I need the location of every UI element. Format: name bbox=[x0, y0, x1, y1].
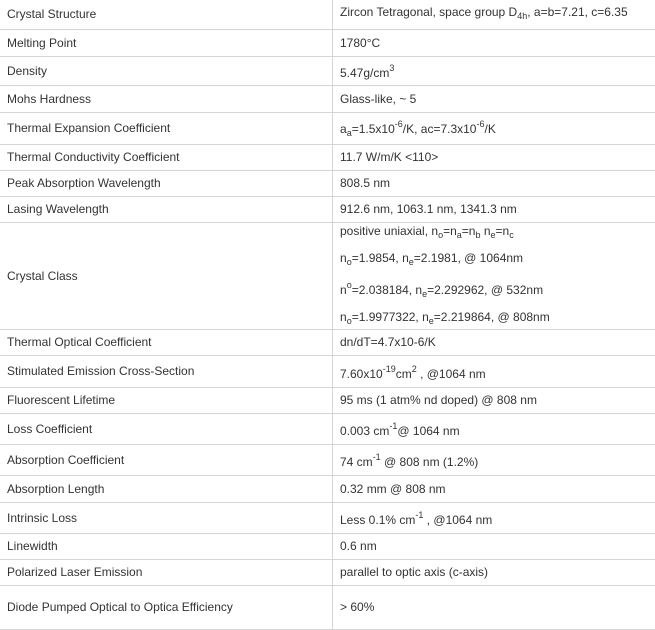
value-text: =n bbox=[462, 224, 476, 238]
value-text: 7.60x10 bbox=[340, 367, 383, 381]
value-subscript: e bbox=[429, 316, 434, 326]
value-text: =2.292962, @ 532nm bbox=[427, 283, 543, 297]
property-value bbox=[333, 533, 655, 559]
value-text: =1.9977322, n bbox=[352, 310, 429, 324]
property-name: Thermal Conductivity Coefficient bbox=[0, 144, 333, 170]
property-value bbox=[333, 329, 655, 355]
table-row bbox=[0, 475, 655, 502]
property-value bbox=[333, 585, 655, 629]
value-text: dn/dT=4.7x10-6/K bbox=[340, 335, 436, 349]
value-text: =n bbox=[443, 224, 457, 238]
value-text: > 60% bbox=[340, 600, 374, 614]
property-value bbox=[333, 0, 655, 29]
property-name: Absorption Coefficient bbox=[0, 444, 333, 475]
value-subscript: e bbox=[491, 230, 496, 240]
value-text: 808.5 nm bbox=[340, 176, 390, 190]
value-subscript: e bbox=[422, 289, 427, 299]
value-text: 74 cm bbox=[340, 455, 373, 469]
value-text: Less 0.1% cm bbox=[340, 513, 415, 527]
value-superscript: -1 bbox=[389, 421, 397, 431]
value-subscript: c bbox=[509, 230, 514, 240]
table-row bbox=[0, 56, 655, 85]
value-superscript: 3 bbox=[389, 63, 394, 73]
table-row bbox=[0, 502, 655, 533]
property-value bbox=[333, 29, 655, 56]
table-row bbox=[0, 533, 655, 559]
value-superscript: o bbox=[347, 280, 352, 290]
value-subscript: a bbox=[457, 230, 462, 240]
property-value bbox=[333, 444, 655, 475]
value-subscript: 4h bbox=[517, 11, 527, 21]
property-value bbox=[333, 387, 655, 413]
value-text: 11.7 W/m/K <110> bbox=[340, 150, 438, 164]
table-row bbox=[0, 112, 655, 144]
property-value bbox=[333, 559, 655, 585]
value-text: a bbox=[340, 122, 347, 136]
crystal-class-line bbox=[340, 277, 655, 302]
value-text: =1.5x10 bbox=[352, 122, 395, 136]
property-name: Peak Absorption Wavelength bbox=[0, 170, 333, 196]
value-text: @ 1064 nm bbox=[397, 424, 459, 438]
value-text: =n bbox=[496, 224, 510, 238]
property-name: Thermal Expansion Coefficient bbox=[0, 112, 333, 144]
value-text: /K bbox=[485, 122, 496, 136]
value-superscript: -6 bbox=[476, 119, 484, 129]
value-text: =2.1981, @ 1064nm bbox=[414, 251, 523, 265]
table-row bbox=[0, 559, 655, 585]
value-text: n bbox=[340, 310, 347, 324]
property-name: Crystal Class bbox=[0, 222, 333, 329]
property-value bbox=[333, 413, 655, 444]
value-text: =2.219864, @ 808nm bbox=[434, 310, 550, 324]
property-name: Mohs Hardness bbox=[0, 85, 333, 112]
value-text: , @1064 nm bbox=[417, 367, 486, 381]
value-text: 5.47g/cm bbox=[340, 66, 389, 80]
value-superscript: -1 bbox=[373, 452, 381, 462]
table-row bbox=[0, 444, 655, 475]
value-text: 0.6 nm bbox=[340, 539, 377, 553]
property-name: Polarized Laser Emission bbox=[0, 559, 333, 585]
value-text: n bbox=[480, 224, 490, 238]
property-name: Crystal Structure bbox=[0, 0, 333, 29]
crystal-class-line bbox=[340, 309, 655, 329]
table-row bbox=[0, 222, 655, 329]
property-name: Fluorescent Lifetime bbox=[0, 387, 333, 413]
property-name: Stimulated Emission Cross-Section bbox=[0, 355, 333, 387]
property-name: Melting Point bbox=[0, 29, 333, 56]
table-row bbox=[0, 85, 655, 112]
crystal-class-line bbox=[340, 223, 655, 243]
property-value bbox=[333, 144, 655, 170]
value-subscript: o bbox=[347, 257, 352, 267]
property-name: Thermal Optical Coefficient bbox=[0, 329, 333, 355]
value-subscript: o bbox=[438, 230, 443, 240]
property-name: Intrinsic Loss bbox=[0, 502, 333, 533]
value-subscript: e bbox=[409, 257, 414, 267]
value-superscript: -19 bbox=[383, 364, 396, 374]
value-text: , a=b=7.21, c=6.35 bbox=[527, 5, 627, 19]
property-value bbox=[333, 56, 655, 85]
property-value bbox=[333, 196, 655, 222]
value-subscript: b bbox=[475, 230, 480, 240]
property-value bbox=[333, 222, 655, 329]
value-text: @ 808 nm (1.2%) bbox=[381, 455, 479, 469]
value-superscript: -6 bbox=[395, 119, 403, 129]
value-text: 0.003 cm bbox=[340, 424, 389, 438]
property-name: Linewidth bbox=[0, 533, 333, 559]
value-superscript: 2 bbox=[412, 364, 417, 374]
property-name: Absorption Length bbox=[0, 475, 333, 502]
value-text: =2.038184, n bbox=[352, 283, 422, 297]
table-row bbox=[0, 29, 655, 56]
value-text: cm bbox=[396, 367, 412, 381]
value-text: 1780°C bbox=[340, 36, 380, 50]
property-name: Density bbox=[0, 56, 333, 85]
property-name: Loss Coefficient bbox=[0, 413, 333, 444]
crystal-class-line bbox=[340, 250, 655, 270]
property-value bbox=[333, 355, 655, 387]
property-value bbox=[333, 112, 655, 144]
table-row bbox=[0, 144, 655, 170]
value-text: =1.9854, n bbox=[352, 251, 409, 265]
value-text: Glass-like, ~ 5 bbox=[340, 92, 416, 106]
table-row bbox=[0, 170, 655, 196]
table-row bbox=[0, 585, 655, 629]
value-text: /K, ac=7.3x10 bbox=[403, 122, 477, 136]
value-superscript: -1 bbox=[415, 510, 423, 520]
table-row bbox=[0, 355, 655, 387]
table-row bbox=[0, 0, 655, 29]
value-text: Zircon Tetragonal, space group D bbox=[340, 5, 517, 19]
table-row bbox=[0, 387, 655, 413]
table-row bbox=[0, 196, 655, 222]
value-subscript: a bbox=[347, 128, 352, 138]
value-text: 0.32 mm @ 808 nm bbox=[340, 482, 446, 496]
value-text: 912.6 nm, 1063.1 nm, 1341.3 nm bbox=[340, 202, 517, 216]
value-text: positive uniaxial, n bbox=[340, 224, 438, 238]
value-text: n bbox=[340, 283, 347, 297]
property-value bbox=[333, 502, 655, 533]
value-text: n bbox=[340, 251, 347, 265]
value-text: , @1064 nm bbox=[423, 513, 492, 527]
value-text: 95 ms (1 atm% nd doped) @ 808 nm bbox=[340, 393, 537, 407]
table-row bbox=[0, 413, 655, 444]
property-value bbox=[333, 475, 655, 502]
property-name: Diode Pumped Optical to Optica Efficiency bbox=[0, 585, 333, 629]
property-name: Lasing Wavelength bbox=[0, 196, 333, 222]
value-subscript: o bbox=[347, 316, 352, 326]
property-value bbox=[333, 85, 655, 112]
property-value bbox=[333, 170, 655, 196]
value-text: parallel to optic axis (c-axis) bbox=[340, 565, 488, 579]
table-row bbox=[0, 329, 655, 355]
